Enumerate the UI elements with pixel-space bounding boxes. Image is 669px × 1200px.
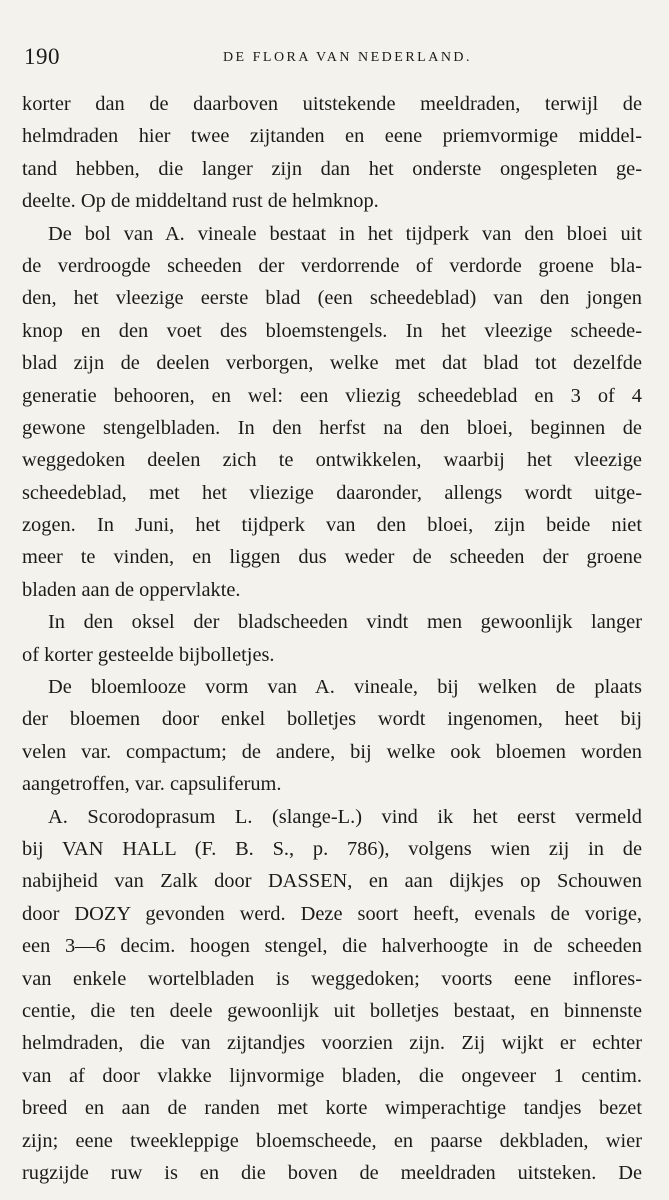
text-line: bladen aan de oppervlakte.: [22, 578, 241, 601]
text-line: scheedeblad, met het vliezige daaronder, allengs wordt uitge-: [22, 481, 642, 504]
text-line: De bloemlooze vorm van A. vineale, bij welken de plaats: [48, 676, 642, 699]
text-line: van af door vlakke lijnvormige bladen, die ongeveer 1 centim.: [22, 1064, 642, 1087]
text-line: van enkele wortelbladen is weggedoken; voorts eene inflores-: [22, 967, 642, 990]
text-line: rugzijde ruw is en die boven de meeldraden uitsteken. De: [22, 1161, 642, 1184]
text-line: den, het vleezige eerste blad (een scheedeblad) van den jongen: [22, 287, 642, 310]
text-line: gewone stengelbladen. In den herfst na den bloei, beginnen de: [22, 416, 642, 439]
running-title: DE FLORA VAN NEDERLAND.: [222, 50, 473, 65]
text-line: weggedoken deelen zich te ontwikkelen, waarbij het vleezige: [22, 449, 642, 472]
text-line: een 3—6 decim. hoogen stengel, die halverhoogte in de scheeden: [22, 935, 642, 958]
text-line: der bloemen door enkel bolletjes wordt ingenomen, heet bij: [22, 708, 642, 731]
text-line: De bol van A. vineale bestaat in het tijdperk van den bloei uit: [48, 222, 642, 245]
text-line: meer te vinden, en liggen dus weder de scheeden der groene: [22, 546, 642, 569]
text-line: zogen. In Juni, het tijdperk van den bloei, zijn beide niet: [22, 514, 642, 537]
text-line: velen var. compactum; de andere, bij welke ook bloemen worden: [22, 740, 642, 763]
text-line: korter dan de daarboven uitstekende meeldraden, terwijl de: [22, 93, 642, 115]
text-line: of korter gesteelde bijbolletjes.: [22, 643, 275, 666]
text-line: nabijheid van Zalk door DASSEN, en aan dijkjes op Schouwen: [22, 870, 642, 893]
text-line: knop en den voet des bloemstengels. In het vleezige scheede-: [22, 319, 642, 342]
text-line: In den oksel der bladscheeden vindt men gewoonlijk langer: [48, 611, 642, 634]
text-line: deelte. Op de middeltand rust de helmknop.: [22, 190, 379, 213]
text-line: door DOZY gevonden werd. Deze soort heeft, evenals de vorige,: [22, 902, 642, 925]
text-line: A. Scorodoprasum L. (slange-L.) vind ik het eerst vermeld: [48, 805, 642, 828]
text-line: helmdraden, die van zijtandjes voorzien zijn. Zij wijkt er echter: [22, 1032, 642, 1055]
text-line: breed en aan de randen met korte wimperachtige tandjes bezet: [22, 1097, 642, 1120]
text-line: zijn; eene tweekleppige bloemscheede, en paarse dekbladen, wier: [22, 1129, 642, 1152]
text-line: aangetroffen, var. capsuliferum.: [22, 773, 282, 796]
text-line: generatie behooren, en wel: een vliezig scheedeblad en 3 of 4: [22, 384, 642, 407]
text-line: bij VAN HALL (F. B. S., p. 786), volgens wien zij in de: [22, 837, 642, 860]
text-line: centie, die ten deele gewoonlijk uit bolletjes bestaat, en binnenste: [22, 999, 642, 1022]
text-line: blad zijn de deelen verborgen, welke met dat blad tot dezelfde: [22, 352, 642, 375]
text-line: tand hebben, die langer zijn dan het onderste ongespleten ge-: [22, 157, 642, 180]
text-line: de verdroogde scheeden der verdorrende of verdorde groene bla-: [22, 254, 642, 277]
page-header: [22, 44, 647, 74]
text-line: helmdraden hier twee zijtanden en eene priemvormige middel-: [22, 125, 642, 148]
body-text: [22, 88, 642, 1189]
page-number: 190: [24, 44, 60, 69]
